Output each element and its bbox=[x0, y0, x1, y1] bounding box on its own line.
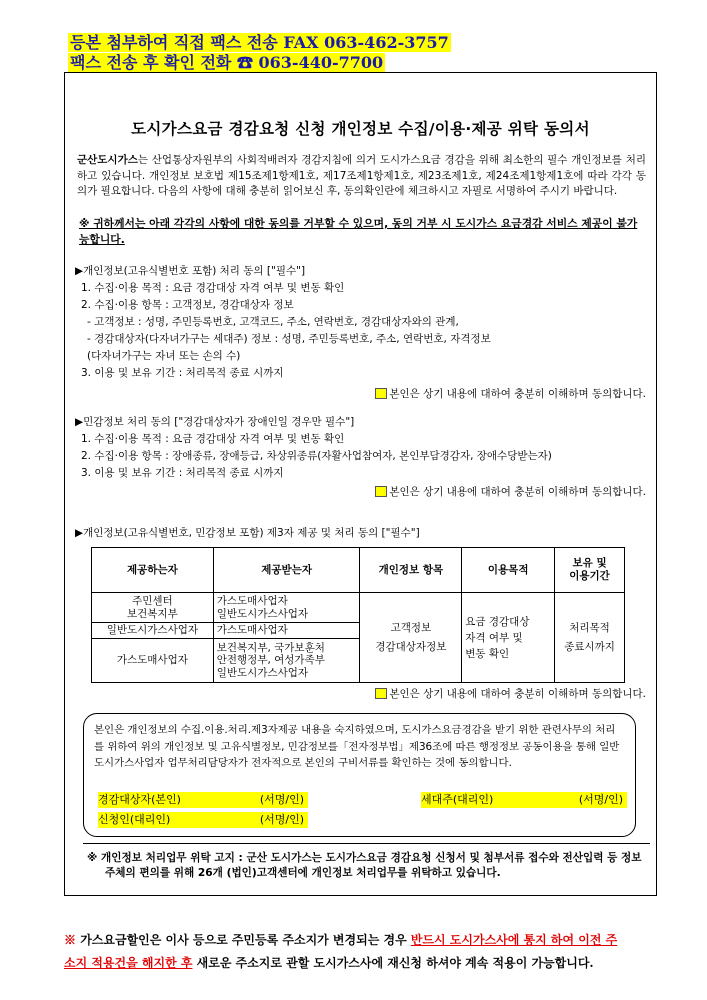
section1-heading: ▶개인정보(고유식별번호 포함) 처리 동의 ["필수"] bbox=[75, 265, 306, 277]
signature-mark-householder: (서명/인) bbox=[578, 793, 623, 806]
refusal-warning: ※ 귀하께서는 아래 각각의 사항에 대한 동의를 거부할 수 있으며, 동의 거부 시 도시가스 요금경감 서비스 제공이 불가능합니다. bbox=[79, 217, 638, 246]
signature-field-householder[interactable] bbox=[421, 792, 627, 808]
fax-confirm-call-line: 팩스 전송 후 확인 전화 ☎ 063-440-7700 bbox=[70, 53, 384, 72]
entrustment-notice-text: ※ 개인정보 처리업무 위탁 고지 : 군산 도시가스는 도시가스요금 경감요청 신청서 및 첨부서류 접수와 전산입력 등 정보주체의 편의를 위해 26개 (법인)고객센터에 개인정보 처리업무를 위탁하고 있습니다. bbox=[87, 852, 642, 879]
footer-text-red-b: 소지 적용건을 해지한 후 bbox=[64, 956, 193, 970]
section2-agree-label: 본인은 상기 내용에 대하여 충분히 이해하며 동의합니다. bbox=[389, 486, 646, 498]
section3-agree-row[interactable] bbox=[375, 686, 646, 701]
consent-form bbox=[64, 72, 657, 896]
section1-item-customer-info: - 고객정보 : 성명, 주민등록번호, 고객코드, 주소, 연락번호, 경감대상자와의 관계, bbox=[87, 316, 459, 328]
col-header-provider: 제공하는자 bbox=[92, 548, 214, 593]
section1-agree-label: 본인은 상기 내용에 대하여 충분히 이해하며 동의합니다. bbox=[389, 388, 646, 400]
col-header-purpose: 이용목적 bbox=[462, 548, 555, 593]
section2-heading: ▶민감정보 처리 동의 ["경감대상자가 장애인일 경우만 필수"] bbox=[75, 416, 355, 428]
col-header-period: 보유 및 이용기간 bbox=[555, 548, 625, 593]
section1-item-target-info: - 경감대상자(다자녀가구는 세대주) 정보 : 성명, 주민등록번호, 주소, 연락번호, 자격정보 bbox=[87, 333, 491, 345]
receiver-cell: 가스도매사업자 일반도시가스사업자 bbox=[213, 593, 360, 623]
signature-mark-self: (서명/인) bbox=[259, 793, 304, 806]
purpose-cell: 요금 경감대상 자격 여부 및 변동 확인 bbox=[462, 593, 555, 683]
fax-instruction-line: 등본 첨부하여 직접 팩스 전송 FAX 063-462-3757 bbox=[70, 33, 449, 52]
signature-mark-applicant: (서명/인) bbox=[259, 813, 304, 826]
consent-statement: 본인은 개인정보의 수집.이용.처리.제3자제공 내용을 숙지하였으며, 도시가스요금경감을 받기 위한 관련사무의 처리를 위하여 위의 개인정보 및 고유식별정보, 민감정보를「전자정부법」제36조에 따른 행정정보 공동이용을 통해 일반도시가스사업자 업무처리담당자가 전자적으로 본인의 구비서류를 확인하는 것에 동의합니다. bbox=[94, 724, 620, 770]
col-header-receiver: 제공받는자 bbox=[213, 548, 360, 593]
entrustment-notice bbox=[87, 851, 648, 881]
section2-item-period: 3. 이용 및 보유 기간 : 처리목적 종료 시까지 bbox=[81, 467, 284, 479]
section2-agree-checkbox[interactable] bbox=[375, 486, 387, 497]
form-title: 도시가스요금 경감요청 신청 개인정보 수집/이용·제공 위탁 동의서 bbox=[131, 120, 590, 138]
provider-cell: 주민센터 보건복지부 bbox=[92, 593, 214, 623]
items-cell: 고객정보 경감대상자정보 bbox=[360, 593, 462, 683]
table-row bbox=[92, 593, 625, 623]
section1-agree-checkbox[interactable] bbox=[375, 388, 387, 399]
provider-cell: 일반도시가스사업자 bbox=[92, 623, 214, 639]
signature-label-applicant: 신청인(대리인) bbox=[98, 813, 171, 826]
section2-item-fields: 2. 수집·이용 항목 : 장애종류, 장애등급, 차상위종류(자활사업참여자, 본인부담경감자, 장애수당받는자) bbox=[81, 450, 552, 462]
section1-item-children-note: (다자녀가구는 자녀 또는 손의 수) bbox=[87, 350, 241, 362]
notice-divider bbox=[83, 843, 650, 844]
period-cell: 처리목적 종료시까지 bbox=[555, 593, 625, 683]
footer-note-line2 bbox=[64, 952, 657, 975]
table-header-row bbox=[92, 548, 625, 593]
footer-text-b: 새로운 주소지로 관할 도시가스사에 재신청 하셔야 계속 적용이 가능합니다. bbox=[192, 956, 594, 970]
section2-agree-row[interactable] bbox=[375, 484, 646, 499]
signature-label-self: 경감대상자(본인) bbox=[98, 793, 181, 806]
section1-item-fields: 2. 수집·이용 항목 : 고객정보, 경감대상자 정보 bbox=[81, 299, 294, 311]
provider-cell: 가스도매사업자 bbox=[92, 639, 214, 683]
signature-field-applicant[interactable] bbox=[98, 812, 308, 828]
intro-paragraph bbox=[77, 153, 646, 200]
section3-heading: ▶개인정보(고유식별번호, 민감정보 포함) 제3자 제공 및 처리 동의 ["필수"] bbox=[75, 527, 420, 539]
footer-text-red-a: 반드시 도시가스사에 통지 하여 이전 주 bbox=[410, 933, 618, 947]
signature-field-self[interactable] bbox=[98, 792, 308, 808]
footer-text-a: 가스요금할인은 이사 등으로 주민등록 주소지가 변경되는 경우 bbox=[80, 933, 411, 947]
receiver-cell: 보건복지부, 국가보훈처 안전행정부, 여성가족부 일반도시가스사업자 bbox=[213, 639, 360, 683]
section2-item-purpose: 1. 수집·이용 목적 : 요금 경감대상 자격 여부 및 변동 확인 bbox=[81, 433, 345, 445]
section3-agree-label: 본인은 상기 내용에 대하여 충분히 이해하며 동의합니다. bbox=[389, 688, 646, 700]
signature-label-householder: 세대주(대리인) bbox=[421, 793, 494, 806]
section1-agree-row[interactable] bbox=[375, 386, 646, 401]
company-name: 군산도시가스 bbox=[77, 154, 138, 166]
section1-item-purpose: 1. 수집·이용 목적 : 요금 경감대상 자격 여부 및 변동 확인 bbox=[81, 282, 345, 294]
section1-item-period: 3. 이용 및 보유 기간 : 처리목적 종료 시까지 bbox=[81, 367, 284, 379]
footer-mark: ※ bbox=[64, 933, 77, 947]
footer-note-line1 bbox=[64, 929, 657, 952]
receiver-cell: 가스도매사업자 bbox=[213, 623, 360, 639]
signature-box bbox=[83, 713, 636, 837]
section3-agree-checkbox[interactable] bbox=[375, 688, 387, 699]
col-header-items: 개인정보 항목 bbox=[360, 548, 462, 593]
intro-text: 는 산업통상자원부의 사회적배려자 경감지침에 의거 도시가스요금 경감을 위해 최소한의 필수 개인정보를 처리하고 있습니다. 개인정보 보호법 제15조제1항제1호, 제17조제1항제1호, 제23조제1호, 제24조제1항제1호에 따라 각각 동의가 필요합니다. 다음의 사항에 대해 충분히 읽어보신 후, 동의확인란에 체크하시고 자필로 서명하여 주시기 바랍니다. bbox=[77, 154, 646, 198]
third-party-table bbox=[91, 547, 625, 683]
